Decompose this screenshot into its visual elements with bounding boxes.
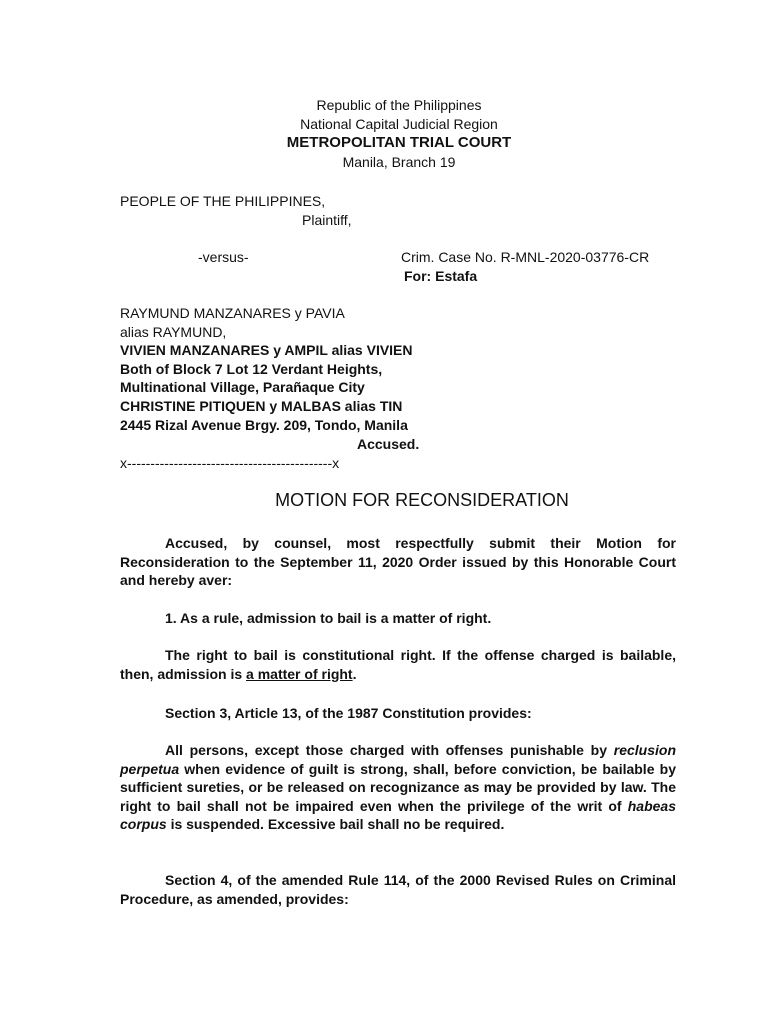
accused-line: Both of Block 7 Lot 12 Verdant Heights, [120, 360, 383, 377]
case-number: Crim. Case No. R-MNL-2020-03776-CR [401, 249, 650, 265]
republic-line: Republic of the Philippines [316, 97, 482, 113]
accused-line: RAYMUND MANZANARES y PAVIA [120, 305, 345, 321]
document-title: MOTION FOR RECONSIDERATION [275, 490, 569, 510]
court-name: METROPOLITAN TRIAL COURT [286, 134, 512, 151]
quote-text: All persons, except those charged with offenses punishable by [165, 742, 614, 758]
caption-separator: x--------------------------------------------x [120, 455, 340, 471]
quote-text: is suspended. Excessive bail shall no be required. [166, 816, 505, 833]
accused-line: CHRISTINE PITIQUEN y MALBAS alias TIN [120, 397, 403, 414]
underlined-phrase: a matter of right [246, 665, 353, 682]
accused-line: 2445 Rizal Avenue Brgy. 209, Tondo, Manila [120, 416, 408, 433]
accused-line: alias RAYMUND, [120, 323, 227, 340]
italic-term: habeas corpus [120, 797, 676, 833]
italic-term: reclusion perpetua [120, 742, 676, 777]
region-line: National Capital Judicial Region [300, 116, 498, 132]
point-one: 1. As a rule, admission to bail is a matter of right. [165, 610, 492, 626]
quote-text: when evidence of guilt is strong, shall, before conviction, be bailable by sufficient sureties, or be released on recognizance as may be provided by law. The right to bail shall not be impaired even when the privilege of the writ of [120, 760, 676, 814]
versus-label: -versus- [198, 249, 249, 265]
constitution-quote [120, 741, 676, 834]
constitution-reference: Section 3, Article 13, of the 1987 Constitution provides: [165, 705, 532, 721]
court-header [0, 96, 768, 172]
paragraph-text: The right to bail is constitutional right. If the offense charged is bailable, then, admission is [120, 647, 676, 682]
paragraph-text: . [352, 665, 357, 682]
branch-line: Manila, Branch 19 [342, 154, 456, 170]
accused-line: VIVIEN MANZANARES y AMPIL alias VIVIEN [120, 342, 413, 359]
intro-paragraph: Accused, by counsel, most respectfully submit their Motion for Reconsideration to the September 11, 2020 Order issued by this Honorable Court and hereby aver: [120, 535, 676, 589]
bail-right-paragraph [120, 646, 676, 683]
plaintiff-name: PEOPLE OF THE PHILIPPINES, [120, 193, 326, 209]
plaintiff-role: Plaintiff, [302, 212, 352, 228]
accused-list [120, 304, 413, 434]
accused-role: Accused. [357, 436, 420, 452]
offense-label: For: Estafa [404, 268, 478, 284]
accused-line: Multinational Village, Parañaque City [120, 379, 365, 396]
rule-reference: Section 4, of the amended Rule 114, of the 2000 Revised Rules on Criminal Procedure, as amended, provides: [120, 872, 676, 907]
